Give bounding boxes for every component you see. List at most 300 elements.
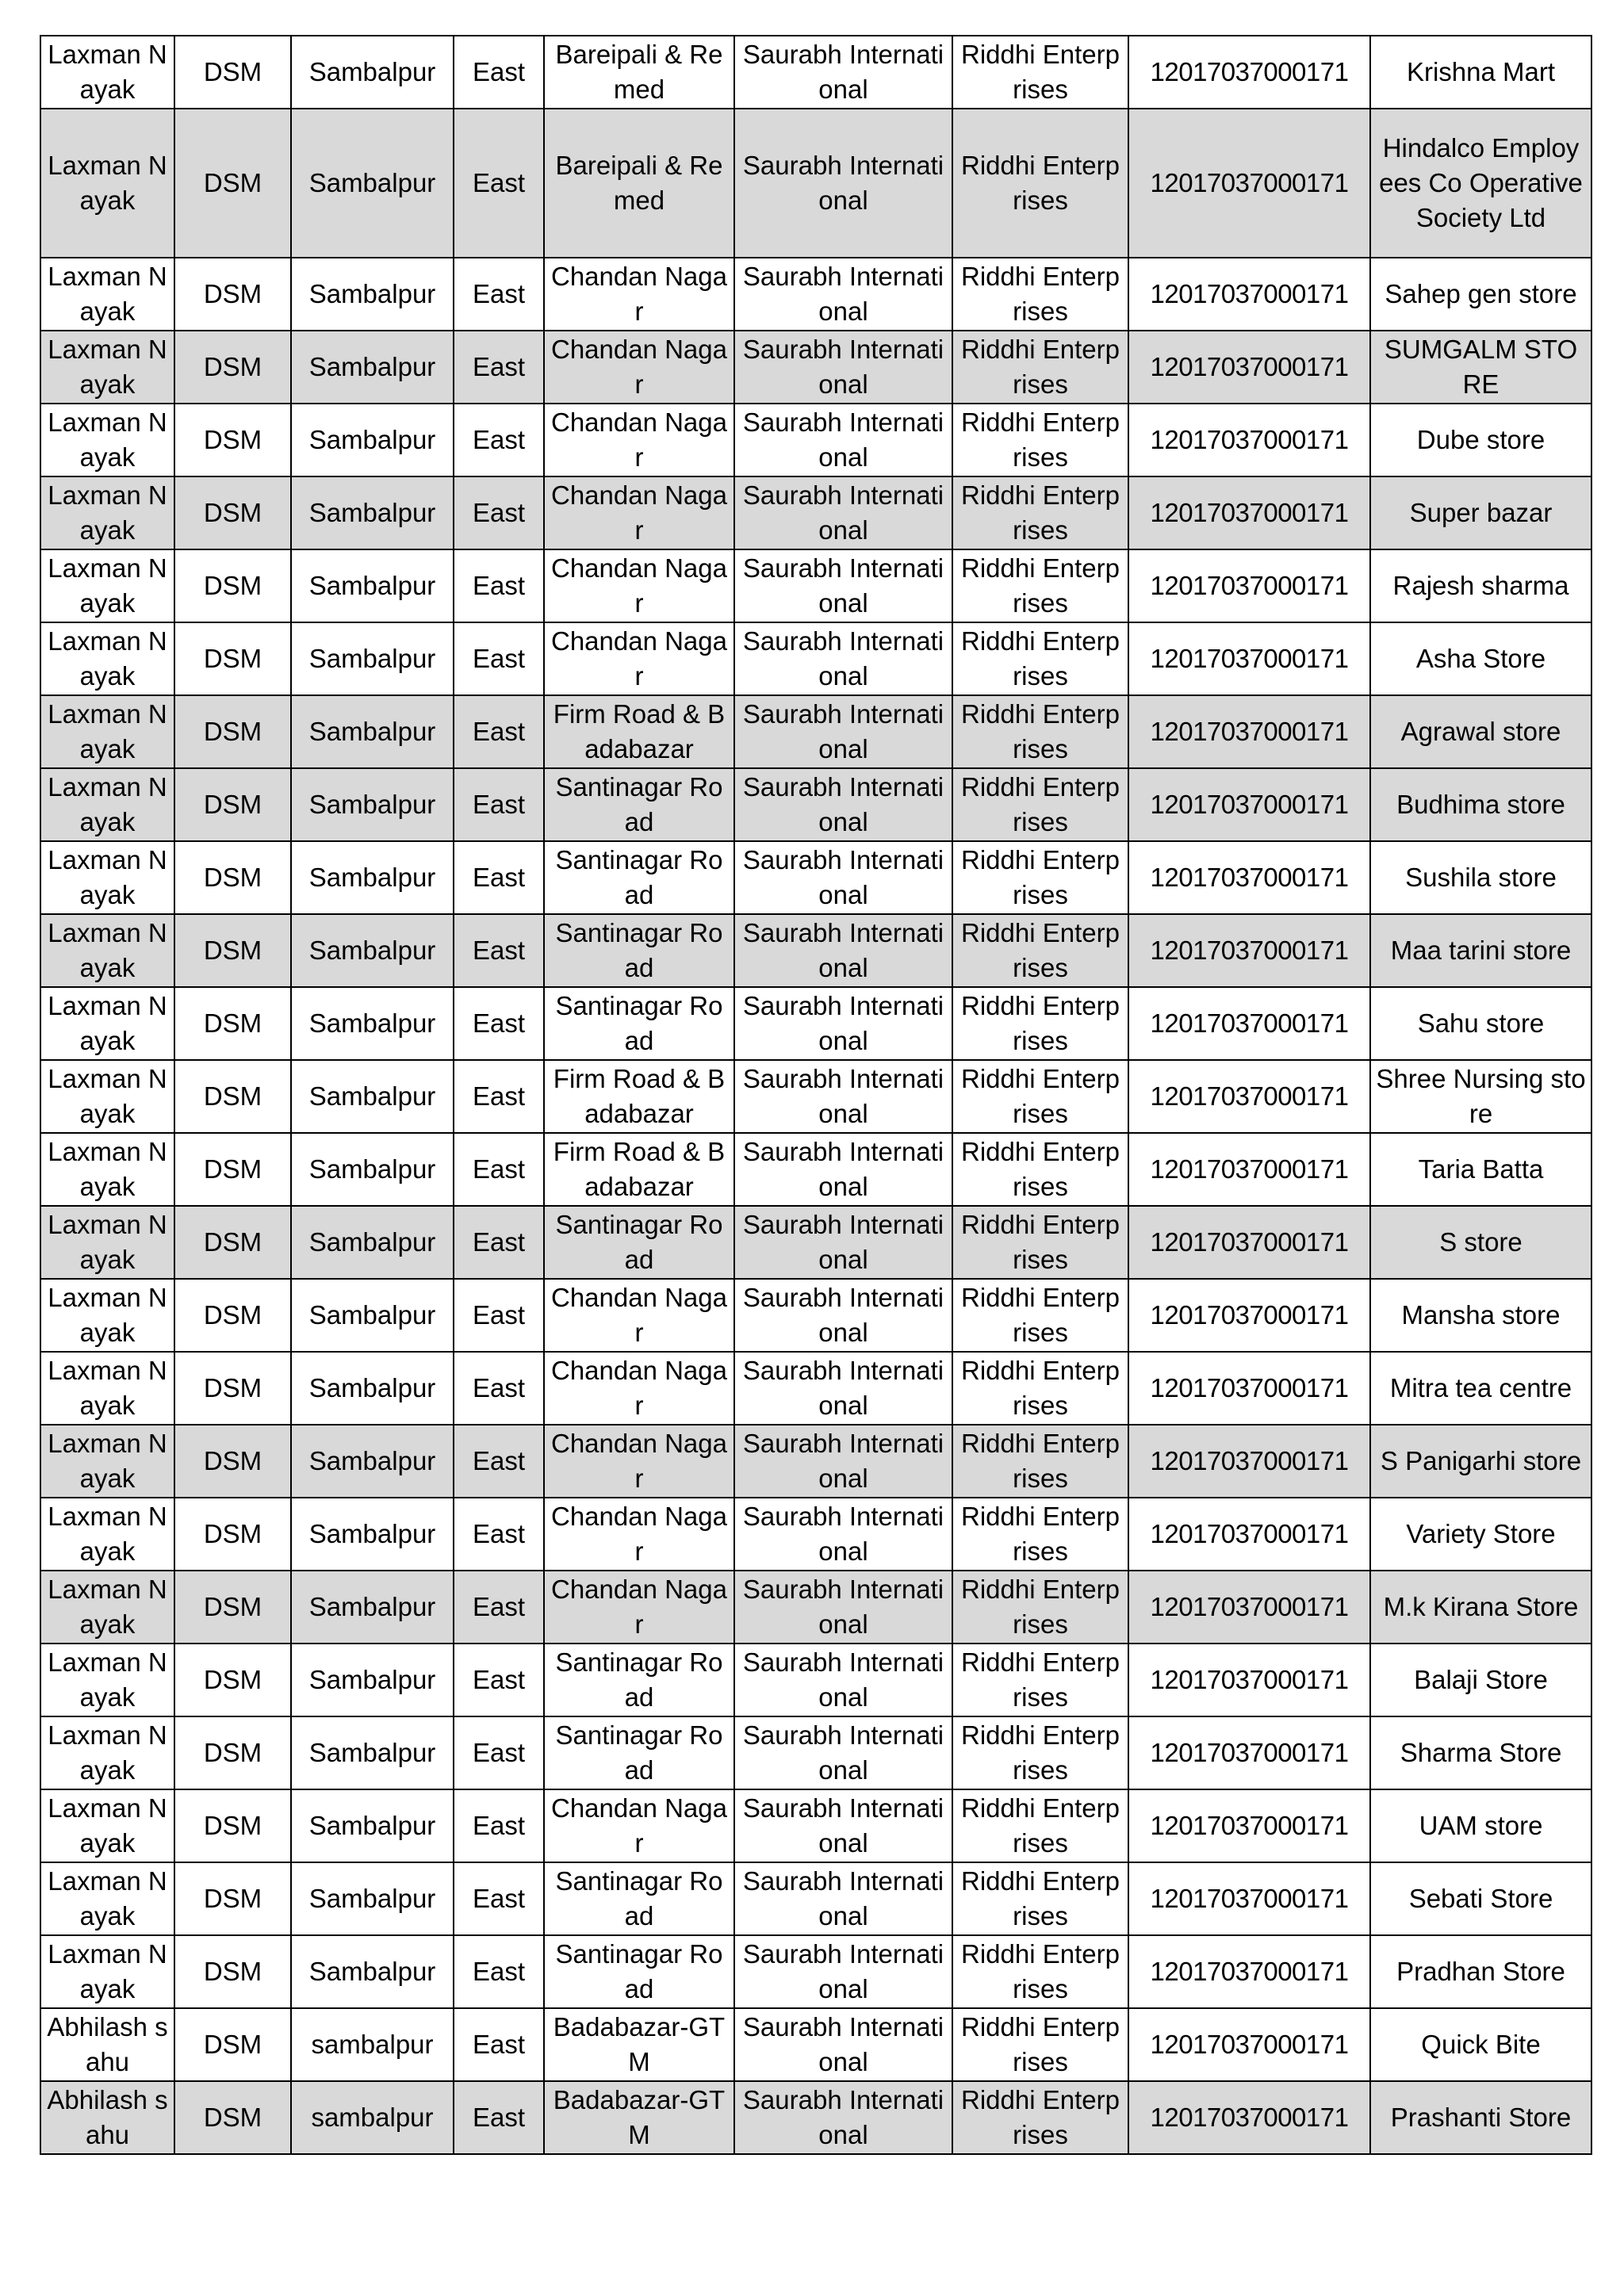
- cell-sub-distributor: [952, 1498, 1128, 1571]
- cell-city: [291, 258, 454, 331]
- area-text: Santinagar Road: [555, 918, 723, 982]
- outlet-table: [40, 35, 1592, 2155]
- cell-employee-name: [40, 1133, 174, 1206]
- cell-sub-distributor: [952, 549, 1128, 622]
- cell-sub-distributor: [952, 987, 1128, 1060]
- designation-text: DSM: [203, 425, 262, 454]
- zone-text: East: [472, 1300, 526, 1330]
- employee-name-text: Laxman Nayak: [48, 1210, 167, 1274]
- outlet-name-text: S Panigarhi store: [1380, 1446, 1582, 1475]
- cell-employee-name: [40, 695, 174, 768]
- cell-city: [291, 622, 454, 695]
- cell-zone: [454, 1862, 544, 1935]
- cell-designation: [174, 768, 291, 841]
- outlet-name-text: M.k Kirana Store: [1383, 1592, 1579, 1621]
- area-text: Santinagar Road: [555, 1647, 723, 1712]
- employee-name-text: Laxman Nayak: [48, 1647, 167, 1712]
- cell-sub-distributor: [952, 1206, 1128, 1279]
- distributor-text: Saurabh International: [742, 553, 944, 618]
- sub-distributor-text: Riddhi Enterprises: [961, 699, 1120, 763]
- table-row: [40, 1498, 1591, 1571]
- cell-area: [544, 2008, 734, 2081]
- designation-text: DSM: [203, 498, 262, 527]
- cell-employee-name: [40, 768, 174, 841]
- cell-zone: [454, 331, 544, 404]
- sub-distributor-text: Riddhi Enterprises: [961, 1502, 1120, 1566]
- cell-city: [291, 1425, 454, 1498]
- cell-zone: [454, 36, 544, 109]
- cell-sub-distributor: [952, 914, 1128, 987]
- cell-distributor-code: [1128, 1279, 1370, 1352]
- cell-sub-distributor: [952, 2081, 1128, 2154]
- city-text: Sambalpur: [308, 1957, 436, 1986]
- cell-distributor: [734, 1789, 952, 1862]
- distributor-code-text: 12017037000171: [1150, 1446, 1349, 1475]
- cell-outlet-name: [1370, 1352, 1591, 1425]
- cell-outlet-name: [1370, 404, 1591, 476]
- distributor-code-text: 12017037000171: [1150, 1300, 1349, 1330]
- zone-text: East: [472, 1519, 526, 1548]
- sub-distributor-text: Riddhi Enterprises: [961, 1356, 1120, 1420]
- cell-distributor-code: [1128, 1862, 1370, 1935]
- cell-area: [544, 1789, 734, 1862]
- cell-designation: [174, 914, 291, 987]
- cell-sub-distributor: [952, 36, 1128, 109]
- cell-sub-distributor: [952, 768, 1128, 841]
- employee-name-text: Laxman Nayak: [48, 1502, 167, 1566]
- designation-text: DSM: [203, 1884, 262, 1913]
- cell-outlet-name: [1370, 1571, 1591, 1644]
- cell-distributor-code: [1128, 109, 1370, 258]
- cell-designation: [174, 1425, 291, 1498]
- employee-name-text: Laxman Nayak: [48, 1064, 167, 1128]
- zone-text: East: [472, 279, 526, 308]
- cell-sub-distributor: [952, 1716, 1128, 1789]
- sub-distributor-text: Riddhi Enterprises: [961, 262, 1120, 326]
- area-text: Santinagar Road: [555, 1939, 723, 2003]
- cell-distributor: [734, 36, 952, 109]
- cell-designation: [174, 36, 291, 109]
- table-row: [40, 1279, 1591, 1352]
- table-row: [40, 1206, 1591, 1279]
- sub-distributor-text: Riddhi Enterprises: [961, 845, 1120, 909]
- table-row: [40, 1935, 1591, 2008]
- zone-text: East: [472, 57, 526, 86]
- distributor-text: Saurabh International: [742, 1939, 944, 2003]
- cell-outlet-name: [1370, 476, 1591, 549]
- cell-employee-name: [40, 2081, 174, 2154]
- cell-distributor-code: [1128, 1206, 1370, 1279]
- employee-name-text: Laxman Nayak: [48, 1356, 167, 1420]
- cell-sub-distributor: [952, 622, 1128, 695]
- cell-zone: [454, 258, 544, 331]
- designation-text: DSM: [203, 571, 262, 600]
- sub-distributor-text: Riddhi Enterprises: [961, 1429, 1120, 1493]
- cell-area: [544, 331, 734, 404]
- cell-distributor-code: [1128, 1060, 1370, 1133]
- designation-text: DSM: [203, 1592, 262, 1621]
- cell-sub-distributor: [952, 476, 1128, 549]
- cell-designation: [174, 1498, 291, 1571]
- distributor-text: Saurabh International: [742, 1793, 944, 1858]
- zone-text: East: [472, 863, 526, 892]
- zone-text: East: [472, 1154, 526, 1184]
- city-text: Sambalpur: [308, 1227, 436, 1257]
- employee-name-text: Laxman Nayak: [48, 1866, 167, 1931]
- distributor-code-text: 12017037000171: [1150, 352, 1349, 381]
- cell-distributor: [734, 1644, 952, 1716]
- cell-city: [291, 476, 454, 549]
- city-text: Sambalpur: [308, 1884, 436, 1913]
- area-text: Chandan Nagar: [550, 335, 727, 399]
- cell-designation: [174, 1716, 291, 1789]
- cell-outlet-name: [1370, 1935, 1591, 2008]
- city-text: Sambalpur: [308, 1519, 436, 1548]
- distributor-code-text: 12017037000171: [1150, 717, 1349, 746]
- distributor-code-text: 12017037000171: [1150, 1008, 1349, 1038]
- cell-area: [544, 622, 734, 695]
- sub-distributor-text: Riddhi Enterprises: [961, 1793, 1120, 1858]
- distributor-code-text: 12017037000171: [1150, 1081, 1349, 1111]
- area-text: Bareipali & Remed: [555, 151, 723, 215]
- cell-sub-distributor: [952, 1571, 1128, 1644]
- cell-sub-distributor: [952, 1352, 1128, 1425]
- cell-distributor: [734, 1206, 952, 1279]
- cell-city: [291, 331, 454, 404]
- employee-name-text: Abhilash sahu: [47, 2012, 168, 2076]
- cell-sub-distributor: [952, 1644, 1128, 1716]
- cell-area: [544, 1716, 734, 1789]
- table-row: [40, 1716, 1591, 1789]
- employee-name-text: Laxman Nayak: [48, 1429, 167, 1493]
- cell-zone: [454, 1935, 544, 2008]
- employee-name-text: Laxman Nayak: [48, 1137, 167, 1201]
- area-text: Santinagar Road: [555, 1866, 723, 1931]
- cell-distributor: [734, 1352, 952, 1425]
- cell-area: [544, 2081, 734, 2154]
- city-text: Sambalpur: [308, 425, 436, 454]
- cell-distributor-code: [1128, 1498, 1370, 1571]
- cell-sub-distributor: [952, 1789, 1128, 1862]
- cell-distributor-code: [1128, 1352, 1370, 1425]
- area-text: Chandan Nagar: [550, 1283, 727, 1347]
- cell-distributor: [734, 404, 952, 476]
- outlet-name-text: Variety Store: [1406, 1519, 1556, 1548]
- cell-outlet-name: [1370, 1279, 1591, 1352]
- cell-sub-distributor: [952, 1425, 1128, 1498]
- cell-outlet-name: [1370, 1644, 1591, 1716]
- cell-distributor-code: [1128, 1644, 1370, 1716]
- zone-text: East: [472, 1884, 526, 1913]
- table-row: [40, 109, 1591, 258]
- cell-designation: [174, 1206, 291, 1279]
- employee-name-text: Laxman Nayak: [48, 1720, 167, 1785]
- area-text: Badabazar-GTM: [553, 2085, 726, 2149]
- cell-city: [291, 1133, 454, 1206]
- outlet-name-text: Sushila store: [1405, 863, 1557, 892]
- cell-area: [544, 404, 734, 476]
- city-text: Sambalpur: [308, 352, 436, 381]
- cell-area: [544, 1862, 734, 1935]
- sub-distributor-text: Riddhi Enterprises: [961, 772, 1120, 836]
- cell-distributor: [734, 1935, 952, 2008]
- cell-area: [544, 841, 734, 914]
- cell-distributor-code: [1128, 841, 1370, 914]
- distributor-text: Saurabh International: [742, 845, 944, 909]
- designation-text: DSM: [203, 279, 262, 308]
- cell-outlet-name: [1370, 1789, 1591, 1862]
- outlet-name-text: Sharma Store: [1400, 1738, 1562, 1767]
- cell-outlet-name: [1370, 2081, 1591, 2154]
- city-text: Sambalpur: [308, 644, 436, 673]
- outlet-name-text: UAM store: [1419, 1811, 1543, 1840]
- area-text: Chandan Nagar: [550, 1429, 727, 1493]
- cell-zone: [454, 914, 544, 987]
- cell-employee-name: [40, 404, 174, 476]
- cell-sub-distributor: [952, 1935, 1128, 2008]
- cell-employee-name: [40, 1060, 174, 1133]
- cell-sub-distributor: [952, 1133, 1128, 1206]
- distributor-text: Saurabh International: [742, 1283, 944, 1347]
- distributor-text: Saurabh International: [742, 699, 944, 763]
- designation-text: DSM: [203, 57, 262, 86]
- designation-text: DSM: [203, 1446, 262, 1475]
- zone-text: East: [472, 1738, 526, 1767]
- outlet-name-text: Quick Bite: [1421, 2030, 1541, 2059]
- cell-outlet-name: [1370, 1716, 1591, 1789]
- outlet-name-text: Shree Nursing store: [1376, 1064, 1586, 1128]
- cell-designation: [174, 1060, 291, 1133]
- table-row: [40, 1862, 1591, 1935]
- cell-zone: [454, 768, 544, 841]
- cell-designation: [174, 1862, 291, 1935]
- cell-distributor-code: [1128, 1935, 1370, 2008]
- distributor-text: Saurabh International: [742, 1720, 944, 1785]
- cell-designation: [174, 1935, 291, 2008]
- cell-distributor-code: [1128, 2008, 1370, 2081]
- cell-distributor-code: [1128, 622, 1370, 695]
- table-row: [40, 549, 1591, 622]
- cell-outlet-name: [1370, 768, 1591, 841]
- designation-text: DSM: [203, 1081, 262, 1111]
- zone-text: East: [472, 425, 526, 454]
- cell-city: [291, 1060, 454, 1133]
- sub-distributor-text: Riddhi Enterprises: [961, 1575, 1120, 1639]
- distributor-code-text: 12017037000171: [1150, 57, 1349, 86]
- outlet-name-text: Mitra tea centre: [1389, 1373, 1572, 1402]
- table-row: [40, 2081, 1591, 2154]
- designation-text: DSM: [203, 1957, 262, 1986]
- cell-employee-name: [40, 1279, 174, 1352]
- cell-distributor: [734, 695, 952, 768]
- cell-sub-distributor: [952, 1279, 1128, 1352]
- distributor-code-text: 12017037000171: [1150, 571, 1349, 600]
- outlet-name-text: Balaji Store: [1414, 1665, 1548, 1694]
- city-text: Sambalpur: [308, 1738, 436, 1767]
- distributor-text: Saurabh International: [742, 480, 944, 545]
- cell-employee-name: [40, 331, 174, 404]
- employee-name-text: Laxman Nayak: [48, 480, 167, 545]
- table-row: [40, 622, 1591, 695]
- designation-text: DSM: [203, 1154, 262, 1184]
- cell-outlet-name: [1370, 695, 1591, 768]
- table-row: [40, 1425, 1591, 1498]
- distributor-text: Saurabh International: [742, 1356, 944, 1420]
- area-text: Firm Road & Badabazar: [553, 1137, 726, 1201]
- cell-zone: [454, 1060, 544, 1133]
- cell-area: [544, 1644, 734, 1716]
- cell-designation: [174, 622, 291, 695]
- zone-text: East: [472, 1373, 526, 1402]
- cell-designation: [174, 331, 291, 404]
- cell-employee-name: [40, 1571, 174, 1644]
- cell-zone: [454, 1352, 544, 1425]
- cell-distributor: [734, 1498, 952, 1571]
- cell-outlet-name: [1370, 1862, 1591, 1935]
- area-text: Chandan Nagar: [550, 408, 727, 472]
- zone-text: East: [472, 644, 526, 673]
- designation-text: DSM: [203, 1008, 262, 1038]
- outlet-name-text: Krishna Mart: [1406, 57, 1556, 86]
- cell-distributor: [734, 1716, 952, 1789]
- cell-area: [544, 1425, 734, 1498]
- employee-name-text: Laxman Nayak: [48, 1575, 167, 1639]
- distributor-text: Saurabh International: [742, 1137, 944, 1201]
- zone-text: East: [472, 790, 526, 819]
- distributor-text: Saurabh International: [742, 262, 944, 326]
- cell-sub-distributor: [952, 1060, 1128, 1133]
- employee-name-text: Laxman Nayak: [48, 40, 167, 104]
- cell-distributor: [734, 914, 952, 987]
- cell-employee-name: [40, 1644, 174, 1716]
- table-row: [40, 1571, 1591, 1644]
- cell-distributor: [734, 1425, 952, 1498]
- cell-designation: [174, 1133, 291, 1206]
- distributor-code-text: 12017037000171: [1150, 498, 1349, 527]
- sub-distributor-text: Riddhi Enterprises: [961, 2012, 1120, 2076]
- cell-city: [291, 1571, 454, 1644]
- city-text: Sambalpur: [308, 1592, 436, 1621]
- outlet-name-text: SUMGALM STORE: [1384, 335, 1578, 399]
- cell-designation: [174, 841, 291, 914]
- cell-outlet-name: [1370, 1060, 1591, 1133]
- cell-distributor: [734, 1060, 952, 1133]
- distributor-code-text: 12017037000171: [1150, 1884, 1349, 1913]
- table-row: [40, 404, 1591, 476]
- cell-area: [544, 914, 734, 987]
- distributor-code-text: 12017037000171: [1150, 863, 1349, 892]
- cell-area: [544, 1206, 734, 1279]
- cell-distributor: [734, 841, 952, 914]
- city-text: Sambalpur: [308, 936, 436, 965]
- cell-zone: [454, 2008, 544, 2081]
- cell-city: [291, 914, 454, 987]
- cell-sub-distributor: [952, 331, 1128, 404]
- outlet-name-text: Mansha store: [1401, 1300, 1561, 1330]
- cell-area: [544, 1352, 734, 1425]
- designation-text: DSM: [203, 2103, 262, 2132]
- cell-city: [291, 987, 454, 1060]
- employee-name-text: Laxman Nayak: [48, 1793, 167, 1858]
- distributor-text: Saurabh International: [742, 2012, 944, 2076]
- cell-distributor: [734, 331, 952, 404]
- cell-employee-name: [40, 476, 174, 549]
- cell-designation: [174, 2008, 291, 2081]
- cell-outlet-name: [1370, 109, 1591, 258]
- distributor-text: Saurabh International: [742, 1210, 944, 1274]
- table-row: [40, 476, 1591, 549]
- cell-city: [291, 1352, 454, 1425]
- cell-city: [291, 1644, 454, 1716]
- city-text: Sambalpur: [308, 1300, 436, 1330]
- city-text: Sambalpur: [308, 1446, 436, 1475]
- cell-designation: [174, 987, 291, 1060]
- outlet-name-text: Sahu store: [1417, 1008, 1545, 1038]
- employee-name-text: Laxman Nayak: [48, 845, 167, 909]
- table-row: [40, 2008, 1591, 2081]
- outlet-name-text: Rajesh sharma: [1392, 571, 1569, 600]
- cell-area: [544, 1133, 734, 1206]
- cell-zone: [454, 987, 544, 1060]
- cell-distributor-code: [1128, 1133, 1370, 1206]
- distributor-code-text: 12017037000171: [1150, 1154, 1349, 1184]
- table-body: [40, 36, 1591, 2154]
- distributor-code-text: 12017037000171: [1150, 168, 1349, 197]
- zone-text: East: [472, 571, 526, 600]
- cell-distributor-code: [1128, 1571, 1370, 1644]
- cell-outlet-name: [1370, 622, 1591, 695]
- table-row: [40, 1644, 1591, 1716]
- cell-employee-name: [40, 622, 174, 695]
- cell-employee-name: [40, 841, 174, 914]
- sub-distributor-text: Riddhi Enterprises: [961, 480, 1120, 545]
- city-text: Sambalpur: [308, 1811, 436, 1840]
- cell-distributor-code: [1128, 404, 1370, 476]
- distributor-text: Saurabh International: [742, 991, 944, 1055]
- city-text: Sambalpur: [308, 1081, 436, 1111]
- cell-city: [291, 768, 454, 841]
- sub-distributor-text: Riddhi Enterprises: [961, 991, 1120, 1055]
- cell-outlet-name: [1370, 1206, 1591, 1279]
- designation-text: DSM: [203, 1811, 262, 1840]
- city-text: Sambalpur: [308, 57, 436, 86]
- city-text: Sambalpur: [308, 863, 436, 892]
- cell-sub-distributor: [952, 1862, 1128, 1935]
- zone-text: East: [472, 1446, 526, 1475]
- zone-text: East: [472, 1957, 526, 1986]
- outlet-name-text: Hindalco Employees Co Operative Society Ltd: [1379, 133, 1583, 232]
- outlet-name-text: Maa tarini store: [1390, 936, 1572, 965]
- zone-text: East: [472, 717, 526, 746]
- sub-distributor-text: Riddhi Enterprises: [961, 2085, 1120, 2149]
- cell-outlet-name: [1370, 1498, 1591, 1571]
- cell-zone: [454, 1716, 544, 1789]
- distributor-code-text: 12017037000171: [1150, 790, 1349, 819]
- cell-area: [544, 109, 734, 258]
- cell-employee-name: [40, 1716, 174, 1789]
- cell-area: [544, 258, 734, 331]
- distributor-code-text: 12017037000171: [1150, 1957, 1349, 1986]
- city-text: Sambalpur: [308, 571, 436, 600]
- cell-area: [544, 768, 734, 841]
- sub-distributor-text: Riddhi Enterprises: [961, 408, 1120, 472]
- distributor-text: Saurabh International: [742, 1064, 944, 1128]
- employee-name-text: Laxman Nayak: [48, 1939, 167, 2003]
- designation-text: DSM: [203, 1519, 262, 1548]
- cell-outlet-name: [1370, 549, 1591, 622]
- cell-zone: [454, 404, 544, 476]
- cell-employee-name: [40, 1789, 174, 1862]
